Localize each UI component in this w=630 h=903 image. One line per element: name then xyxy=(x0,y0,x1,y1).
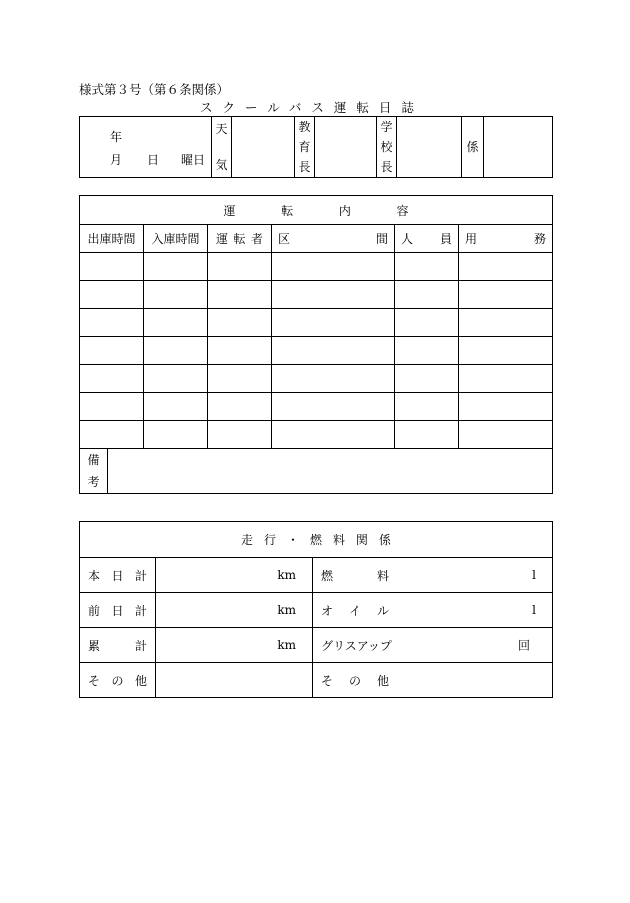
departure-time-cell[interactable] xyxy=(80,309,144,337)
errand-cell[interactable] xyxy=(459,393,553,421)
section-cell[interactable] xyxy=(272,337,395,365)
return-time-header: 入庫時間 xyxy=(144,225,208,253)
driver-cell[interactable] xyxy=(208,253,272,281)
errand-header: 用 務 xyxy=(459,225,553,253)
operation-row xyxy=(80,309,553,337)
driver-cell[interactable] xyxy=(208,393,272,421)
errand-cell[interactable] xyxy=(459,253,553,281)
month-label: 月 xyxy=(110,153,123,167)
superintendent-label: 教 育 長 xyxy=(295,117,315,178)
passengers-cell[interactable] xyxy=(395,393,459,421)
section-cell[interactable] xyxy=(272,421,395,449)
passengers-cell[interactable] xyxy=(395,337,459,365)
weather-field[interactable] xyxy=(232,117,295,178)
weather-label: 天 気 xyxy=(212,117,232,178)
fuel-label: グリスアップ xyxy=(321,638,392,653)
operation-row xyxy=(80,281,553,309)
passengers-header: 人 員 xyxy=(395,225,459,253)
travel-fuel-title: 走 行 ・ 燃 料 関 係 xyxy=(80,522,553,558)
operation-row xyxy=(80,393,553,421)
distance-unit: km xyxy=(277,568,296,582)
travel-value-field[interactable] xyxy=(156,628,313,663)
fuel-unit: l xyxy=(532,603,537,617)
driver-cell[interactable] xyxy=(208,421,272,449)
travel-label: 本 日 計 xyxy=(80,558,156,593)
errand-cell[interactable] xyxy=(459,337,553,365)
section-cell[interactable] xyxy=(272,253,395,281)
passengers-cell[interactable] xyxy=(395,421,459,449)
errand-cell[interactable] xyxy=(459,281,553,309)
section-cell[interactable] xyxy=(272,365,395,393)
travel-label: 累 計 xyxy=(80,628,156,663)
return-time-cell[interactable] xyxy=(144,253,208,281)
return-time-cell[interactable] xyxy=(144,309,208,337)
operation-content-title: 運 転 内 容 xyxy=(80,196,553,225)
departure-time-cell[interactable] xyxy=(80,281,144,309)
operation-row xyxy=(80,365,553,393)
day-label: 日 xyxy=(147,153,160,167)
errand-cell[interactable] xyxy=(459,365,553,393)
return-time-cell[interactable] xyxy=(144,281,208,309)
principal-label: 学 校 長 xyxy=(377,117,397,178)
fuel-field[interactable] xyxy=(313,663,553,698)
passengers-cell[interactable] xyxy=(395,253,459,281)
travel-fuel-row xyxy=(80,628,553,663)
travel-value-field[interactable] xyxy=(156,593,313,628)
errand-cell[interactable] xyxy=(459,421,553,449)
section-header: 区 間 xyxy=(272,225,395,253)
operation-row xyxy=(80,337,553,365)
section-cell[interactable] xyxy=(272,281,395,309)
return-time-cell[interactable] xyxy=(144,337,208,365)
fuel-field[interactable] xyxy=(313,558,553,593)
driver-cell[interactable] xyxy=(208,365,272,393)
fuel-unit: l xyxy=(532,568,537,582)
travel-fuel-row xyxy=(80,663,553,698)
passengers-cell[interactable] xyxy=(395,365,459,393)
distance-unit: km xyxy=(277,603,296,617)
fuel-label: 燃 料 xyxy=(321,568,389,583)
travel-value-field[interactable] xyxy=(156,663,313,698)
fuel-label: オ イ ル xyxy=(321,603,389,618)
travel-value-field[interactable] xyxy=(156,558,313,593)
departure-time-cell[interactable] xyxy=(80,393,144,421)
operation-row xyxy=(80,421,553,449)
fuel-label: そ の 他 xyxy=(321,673,389,688)
driver-cell[interactable] xyxy=(208,281,272,309)
departure-time-cell[interactable] xyxy=(80,421,144,449)
return-time-cell[interactable] xyxy=(144,421,208,449)
approval-table xyxy=(79,116,553,178)
fuel-field[interactable] xyxy=(313,628,553,663)
form-number-label: 様式第３号（第６条関係） xyxy=(79,82,230,97)
driver-header: 運 転 者 xyxy=(208,225,272,253)
departure-time-header: 出庫時間 xyxy=(80,225,144,253)
date-field[interactable] xyxy=(80,117,212,178)
passengers-cell[interactable] xyxy=(395,281,459,309)
document-title: スクールバス運転日誌 xyxy=(200,100,424,115)
errand-cell[interactable] xyxy=(459,309,553,337)
driver-cell[interactable] xyxy=(208,309,272,337)
passengers-cell[interactable] xyxy=(395,309,459,337)
departure-time-cell[interactable] xyxy=(80,337,144,365)
staff-label: 係 xyxy=(462,117,484,178)
departure-time-cell[interactable] xyxy=(80,365,144,393)
fuel-unit: 回 xyxy=(518,638,531,653)
fuel-field[interactable] xyxy=(313,593,553,628)
travel-fuel-row xyxy=(80,593,553,628)
superintendent-seal-field[interactable] xyxy=(315,117,377,178)
travel-label: 前 日 計 xyxy=(80,593,156,628)
driver-cell[interactable] xyxy=(208,337,272,365)
travel-fuel-row xyxy=(80,558,553,593)
section-cell[interactable] xyxy=(272,309,395,337)
travel-label: そ の 他 xyxy=(80,663,156,698)
operation-row xyxy=(80,253,553,281)
principal-seal-field[interactable] xyxy=(397,117,462,178)
section-cell[interactable] xyxy=(272,393,395,421)
year-label: 年 xyxy=(110,130,123,144)
return-time-cell[interactable] xyxy=(144,393,208,421)
distance-unit: km xyxy=(277,638,296,652)
departure-time-cell[interactable] xyxy=(80,253,144,281)
travel-fuel-table xyxy=(79,521,553,698)
staff-seal-field[interactable] xyxy=(484,117,553,178)
remarks-label: 備 考 xyxy=(80,449,108,494)
remarks-field[interactable] xyxy=(108,449,553,494)
return-time-cell[interactable] xyxy=(144,365,208,393)
weekday-label: 曜日 xyxy=(181,153,206,167)
operation-content-table xyxy=(79,195,553,494)
